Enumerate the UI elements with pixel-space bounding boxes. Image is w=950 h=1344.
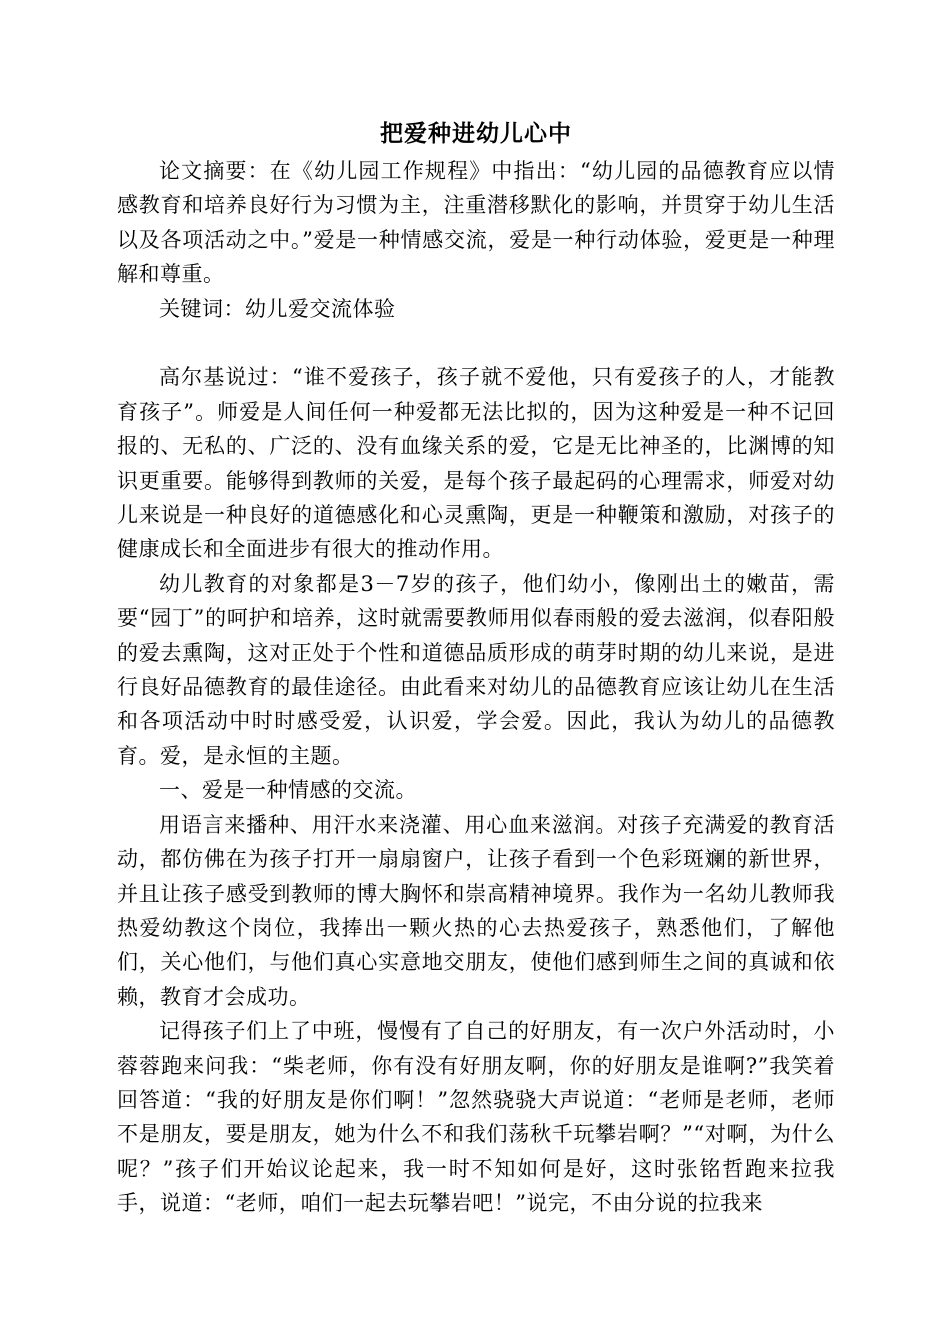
keywords-paragraph: 关键词：幼儿爱交流体验	[159, 296, 396, 321]
body-paragraph-2: 幼儿教育的对象都是3－7岁的孩子，他们幼小，像刚出土的嫩苗，需要“园丁”的呵护和培养，这时就需要教师用似春雨般的爱去滋润，似春阳般的爱去熏陶，这对正处于个性和道德品质形成的萌芽时期的幼儿来说，是进行良好品德教育的最佳途径。由此看来对幼儿的品德教育应该让幼儿在生活和各项活动中时时感受爱，认识爱，学会爱。因此，我认为幼儿的品德教育。爱，是永恒的主题。	[117, 571, 835, 768]
abstract-paragraph: 论文摘要：在《幼儿园工作规程》中指出：“幼儿园的品德教育应以情感教育和培养良好行为习惯为主，注重潜移默化的影响，并贯穿于幼儿生活以及各项活动之中。”爱是一种情感交流，爱是一种行动体验，爱更是一种理解和尊重。	[117, 159, 835, 287]
body-paragraph-1: 高尔基说过：“谁不爱孩子，孩子就不爱他，只有爱孩子的人，才能教育孩子”。师爱是人间任何一种爱都无法比拟的，因为这种爱是一种不记回报的、无私的、广泛的、没有血缘关系的爱，它是无比神圣的，比渊博的知识更重要。能够得到教师的关爱，是每个孩子最起码的心理需求，师爱对幼儿来说是一种良好的道德感化和心灵熏陶，更是一种鞭策和激励，对孩子的健康成长和全面进步有很大的推动作用。	[117, 365, 835, 562]
blank-line	[117, 326, 835, 360]
document-title: 把爱种进幼儿心中	[380, 120, 572, 147]
section-heading-1: 一、爱是一种情感的交流。	[159, 778, 417, 803]
body-paragraph-4: 记得孩子们上了中班，慢慢有了自己的好朋友，有一次户外活动时，小蓉蓉跑来问我：“柴老师，你有没有好朋友啊，你的好朋友是谁啊?”我笑着回答道：“我的好朋友是你们啊！”忽然骁骁大声说道：“老师是老师，老师不是朋友，要是朋友，她为什么不和我们荡秋千玩攀岩啊？”“对啊，为什么呢？”孩子们开始议论起来，我一时不知如何是好，这时张铭哲跑来拉我手，说道：“老师，咱们一起去玩攀岩吧！”说完，不由分说的拉我来	[117, 1019, 835, 1216]
document-body	[117, 114, 835, 1221]
body-paragraph-3: 用语言来播种、用汗水来浇灌、用心血来滋润。对孩子充满爱的教育活动，都仿佛在为孩子打开一扇扇窗户，让孩子看到一个色彩斑斓的新世界，并且让孩子感受到教师的博大胸怀和崇高精神境界。我作为一名幼儿教师我热爱幼教这个岗位，我捧出一颗火热的心去热爱孩子，熟悉他们，了解他们，关心他们，与他们真心实意地交朋友，使他们感到师生之间的真诚和依赖，教育才会成功。	[117, 812, 835, 1009]
